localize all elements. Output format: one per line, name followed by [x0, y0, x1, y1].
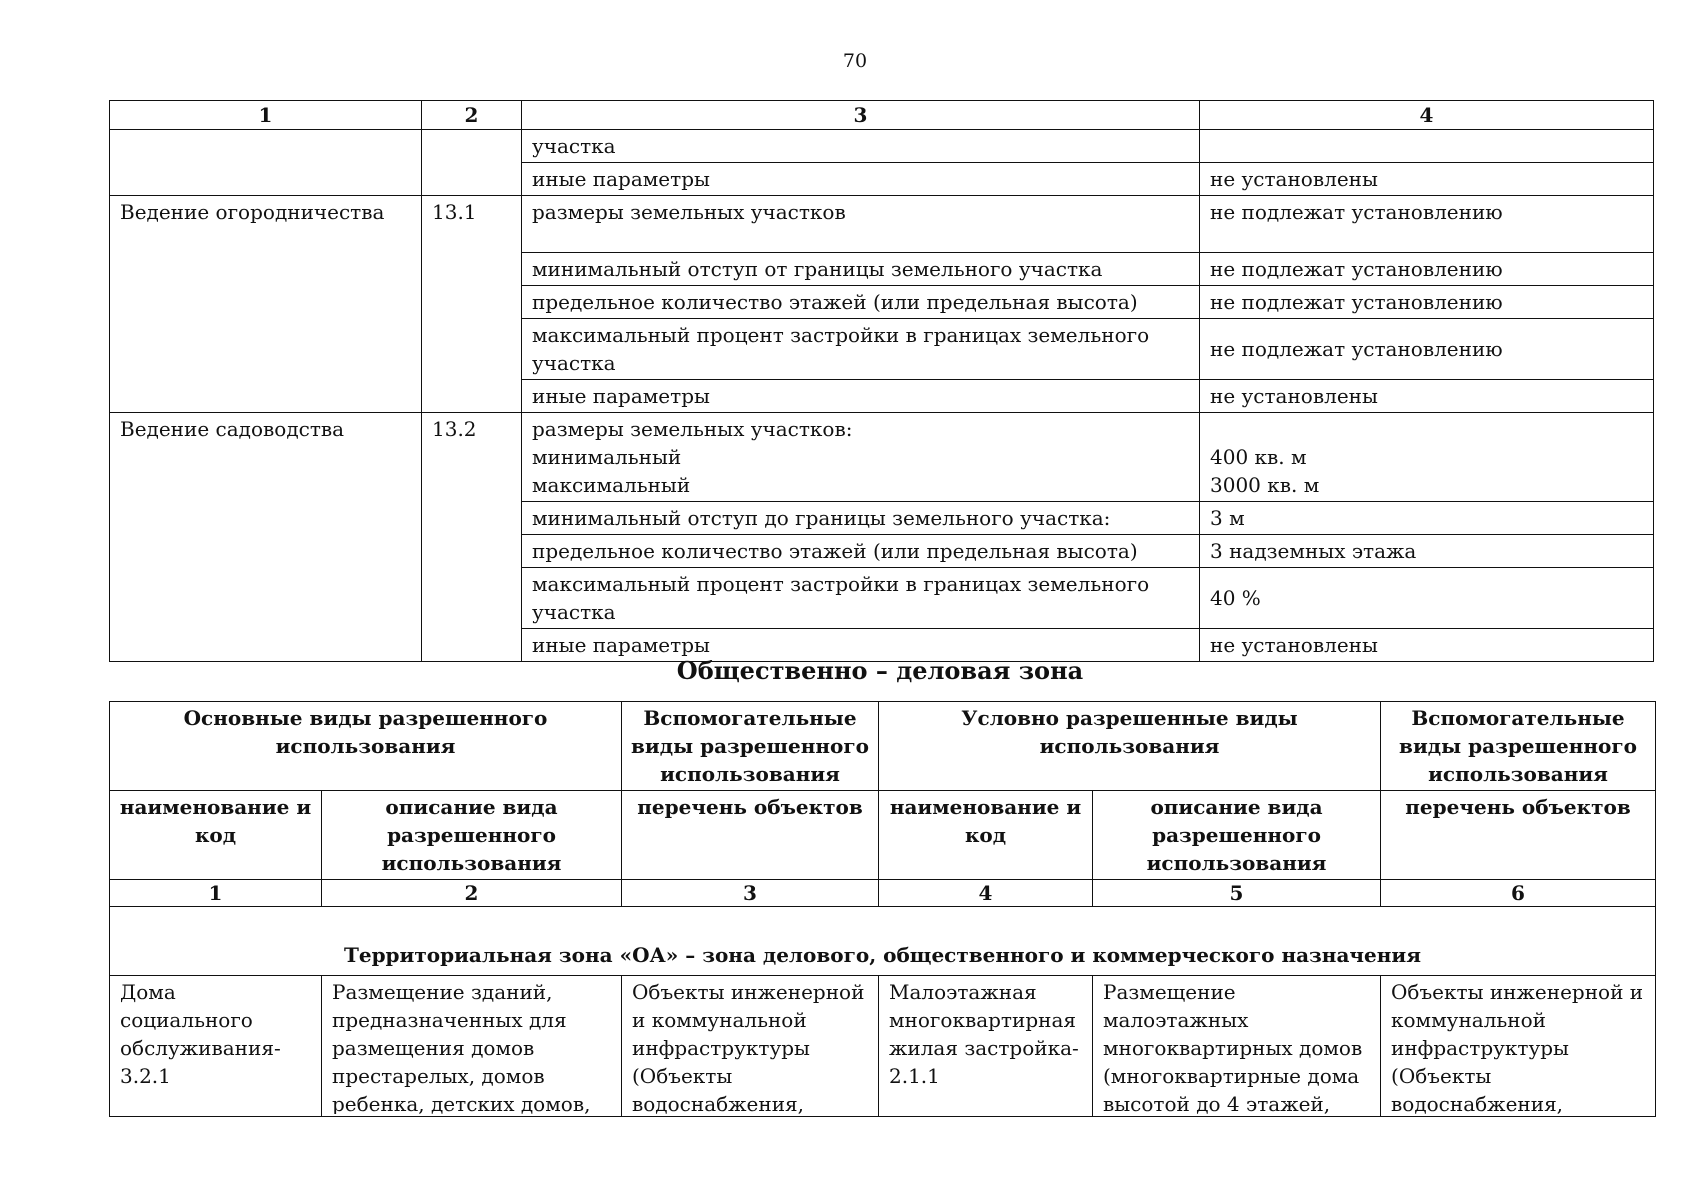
- param-line: минимальный: [532, 445, 682, 469]
- use-name-cell: Ведение садоводства: [110, 413, 422, 662]
- column-number: 4: [879, 880, 1093, 907]
- table-row: [110, 413, 1654, 502]
- use-description-cell: Размещение зданий, предназначенных для размещения домов престарелых, домов ребенка, детских домов,: [322, 976, 622, 1117]
- territorial-zone-title: Территориальная зона «ОА» – зона делового, общественного и коммерческого назначения: [110, 907, 1656, 976]
- param-cell: минимальный отступ от границы земельного участка: [522, 253, 1200, 286]
- column-number: 3: [522, 101, 1200, 130]
- column-number: 3: [622, 880, 879, 907]
- column-number: 2: [322, 880, 622, 907]
- param-cell: [522, 413, 1200, 502]
- param-cell: иные параметры: [522, 629, 1200, 662]
- section-title: Общественно – деловая зона: [676, 656, 1084, 685]
- param-line: размеры земельных участков:: [532, 417, 853, 441]
- use-code-cell: [422, 130, 522, 196]
- value-cell: 40 %: [1200, 568, 1654, 629]
- table-header-row: [110, 101, 1654, 130]
- header-description: описание вида разрешенного использования: [322, 791, 622, 880]
- table-header-row: [110, 702, 1656, 791]
- table-row: [110, 976, 1656, 1117]
- table-row: [110, 196, 1654, 253]
- param-line: максимальный: [532, 473, 691, 497]
- header-main-uses: Основные виды разрешенного использования: [110, 702, 622, 791]
- use-name-cell: [110, 130, 422, 196]
- value-line: 3000 кв. м: [1210, 473, 1320, 497]
- param-cell: размеры земельных участков: [522, 196, 1200, 253]
- page-number: 70: [842, 50, 868, 72]
- header-name-code: наименование и код: [879, 791, 1093, 880]
- value-cell: не подлежат установлению: [1200, 286, 1654, 319]
- value-cell: не подлежат установлению: [1200, 319, 1654, 380]
- use-name-code-cell: Малоэтажная многоквартирная жилая застройка- 2.1.1: [879, 976, 1093, 1117]
- header-object-list: перечень объектов: [622, 791, 879, 880]
- param-line: максимальный процент застройки в границах земельного: [532, 323, 1150, 347]
- param-line: максимальный процент застройки в границах земельного: [532, 572, 1150, 596]
- param-cell: иные параметры: [522, 163, 1200, 196]
- param-cell: иные параметры: [522, 380, 1200, 413]
- table-row: [110, 130, 1654, 163]
- zone-row: [110, 907, 1656, 976]
- header-name-code: наименование и код: [110, 791, 322, 880]
- use-name-cell: Ведение огородничества: [110, 196, 422, 413]
- param-cell: предельное количество этажей (или предельная высота): [522, 535, 1200, 568]
- param-cell: минимальный отступ до границы земельного участка:: [522, 502, 1200, 535]
- use-name-code-cell: Дома социального обслуживания- 3.2.1: [110, 976, 322, 1117]
- value-cell: не подлежат установлению: [1200, 253, 1654, 286]
- object-list-cell: Объекты инженерной и коммунальной инфраструктуры (Объекты водоснабжения,: [622, 976, 879, 1117]
- param-line: участка: [532, 600, 616, 624]
- header-description: описание вида разрешенного использования: [1093, 791, 1381, 880]
- value-cell: 3 надземных этажа: [1200, 535, 1654, 568]
- value-cell: [1200, 130, 1654, 163]
- column-numbers-row: [110, 880, 1656, 907]
- use-code-cell: 13.2: [422, 413, 522, 662]
- column-number: 5: [1093, 880, 1381, 907]
- value-cell: не подлежат установлению: [1200, 196, 1654, 253]
- value-cell: не установлены: [1200, 380, 1654, 413]
- column-number: 1: [110, 880, 322, 907]
- header-conditional-uses: Условно разрешенные виды использования: [879, 702, 1381, 791]
- value-cell: не установлены: [1200, 629, 1654, 662]
- value-cell: не установлены: [1200, 163, 1654, 196]
- use-description-cell: Размещение малоэтажных многоквартирных домов (многоквартирные дома высотой до 4 этажей,: [1093, 976, 1381, 1117]
- param-cell: предельное количество этажей (или предельная высота): [522, 286, 1200, 319]
- header-aux-uses: Вспомогательные виды разрешенного использования: [1381, 702, 1656, 791]
- column-number: 2: [422, 101, 522, 130]
- column-number: 4: [1200, 101, 1654, 130]
- column-number: 6: [1381, 880, 1656, 907]
- param-cell: участка: [522, 130, 1200, 163]
- value-cell: [1200, 413, 1654, 502]
- header-object-list: перечень объектов: [1381, 791, 1656, 880]
- param-cell: [522, 319, 1200, 380]
- zone-uses-table: [109, 701, 1656, 1117]
- param-line: участка: [532, 351, 616, 375]
- use-code-cell: 13.1: [422, 196, 522, 413]
- value-line: 400 кв. м: [1210, 445, 1307, 469]
- parameters-table: [109, 100, 1654, 662]
- table-subheader-row: [110, 791, 1656, 880]
- object-list-cell: Объекты инженерной и коммунальной инфраструктуры (Объекты водоснабжения,: [1381, 976, 1656, 1117]
- value-cell: 3 м: [1200, 502, 1654, 535]
- column-number: 1: [110, 101, 422, 130]
- header-aux-uses: Вспомогательные виды разрешенного использования: [622, 702, 879, 791]
- param-cell: [522, 568, 1200, 629]
